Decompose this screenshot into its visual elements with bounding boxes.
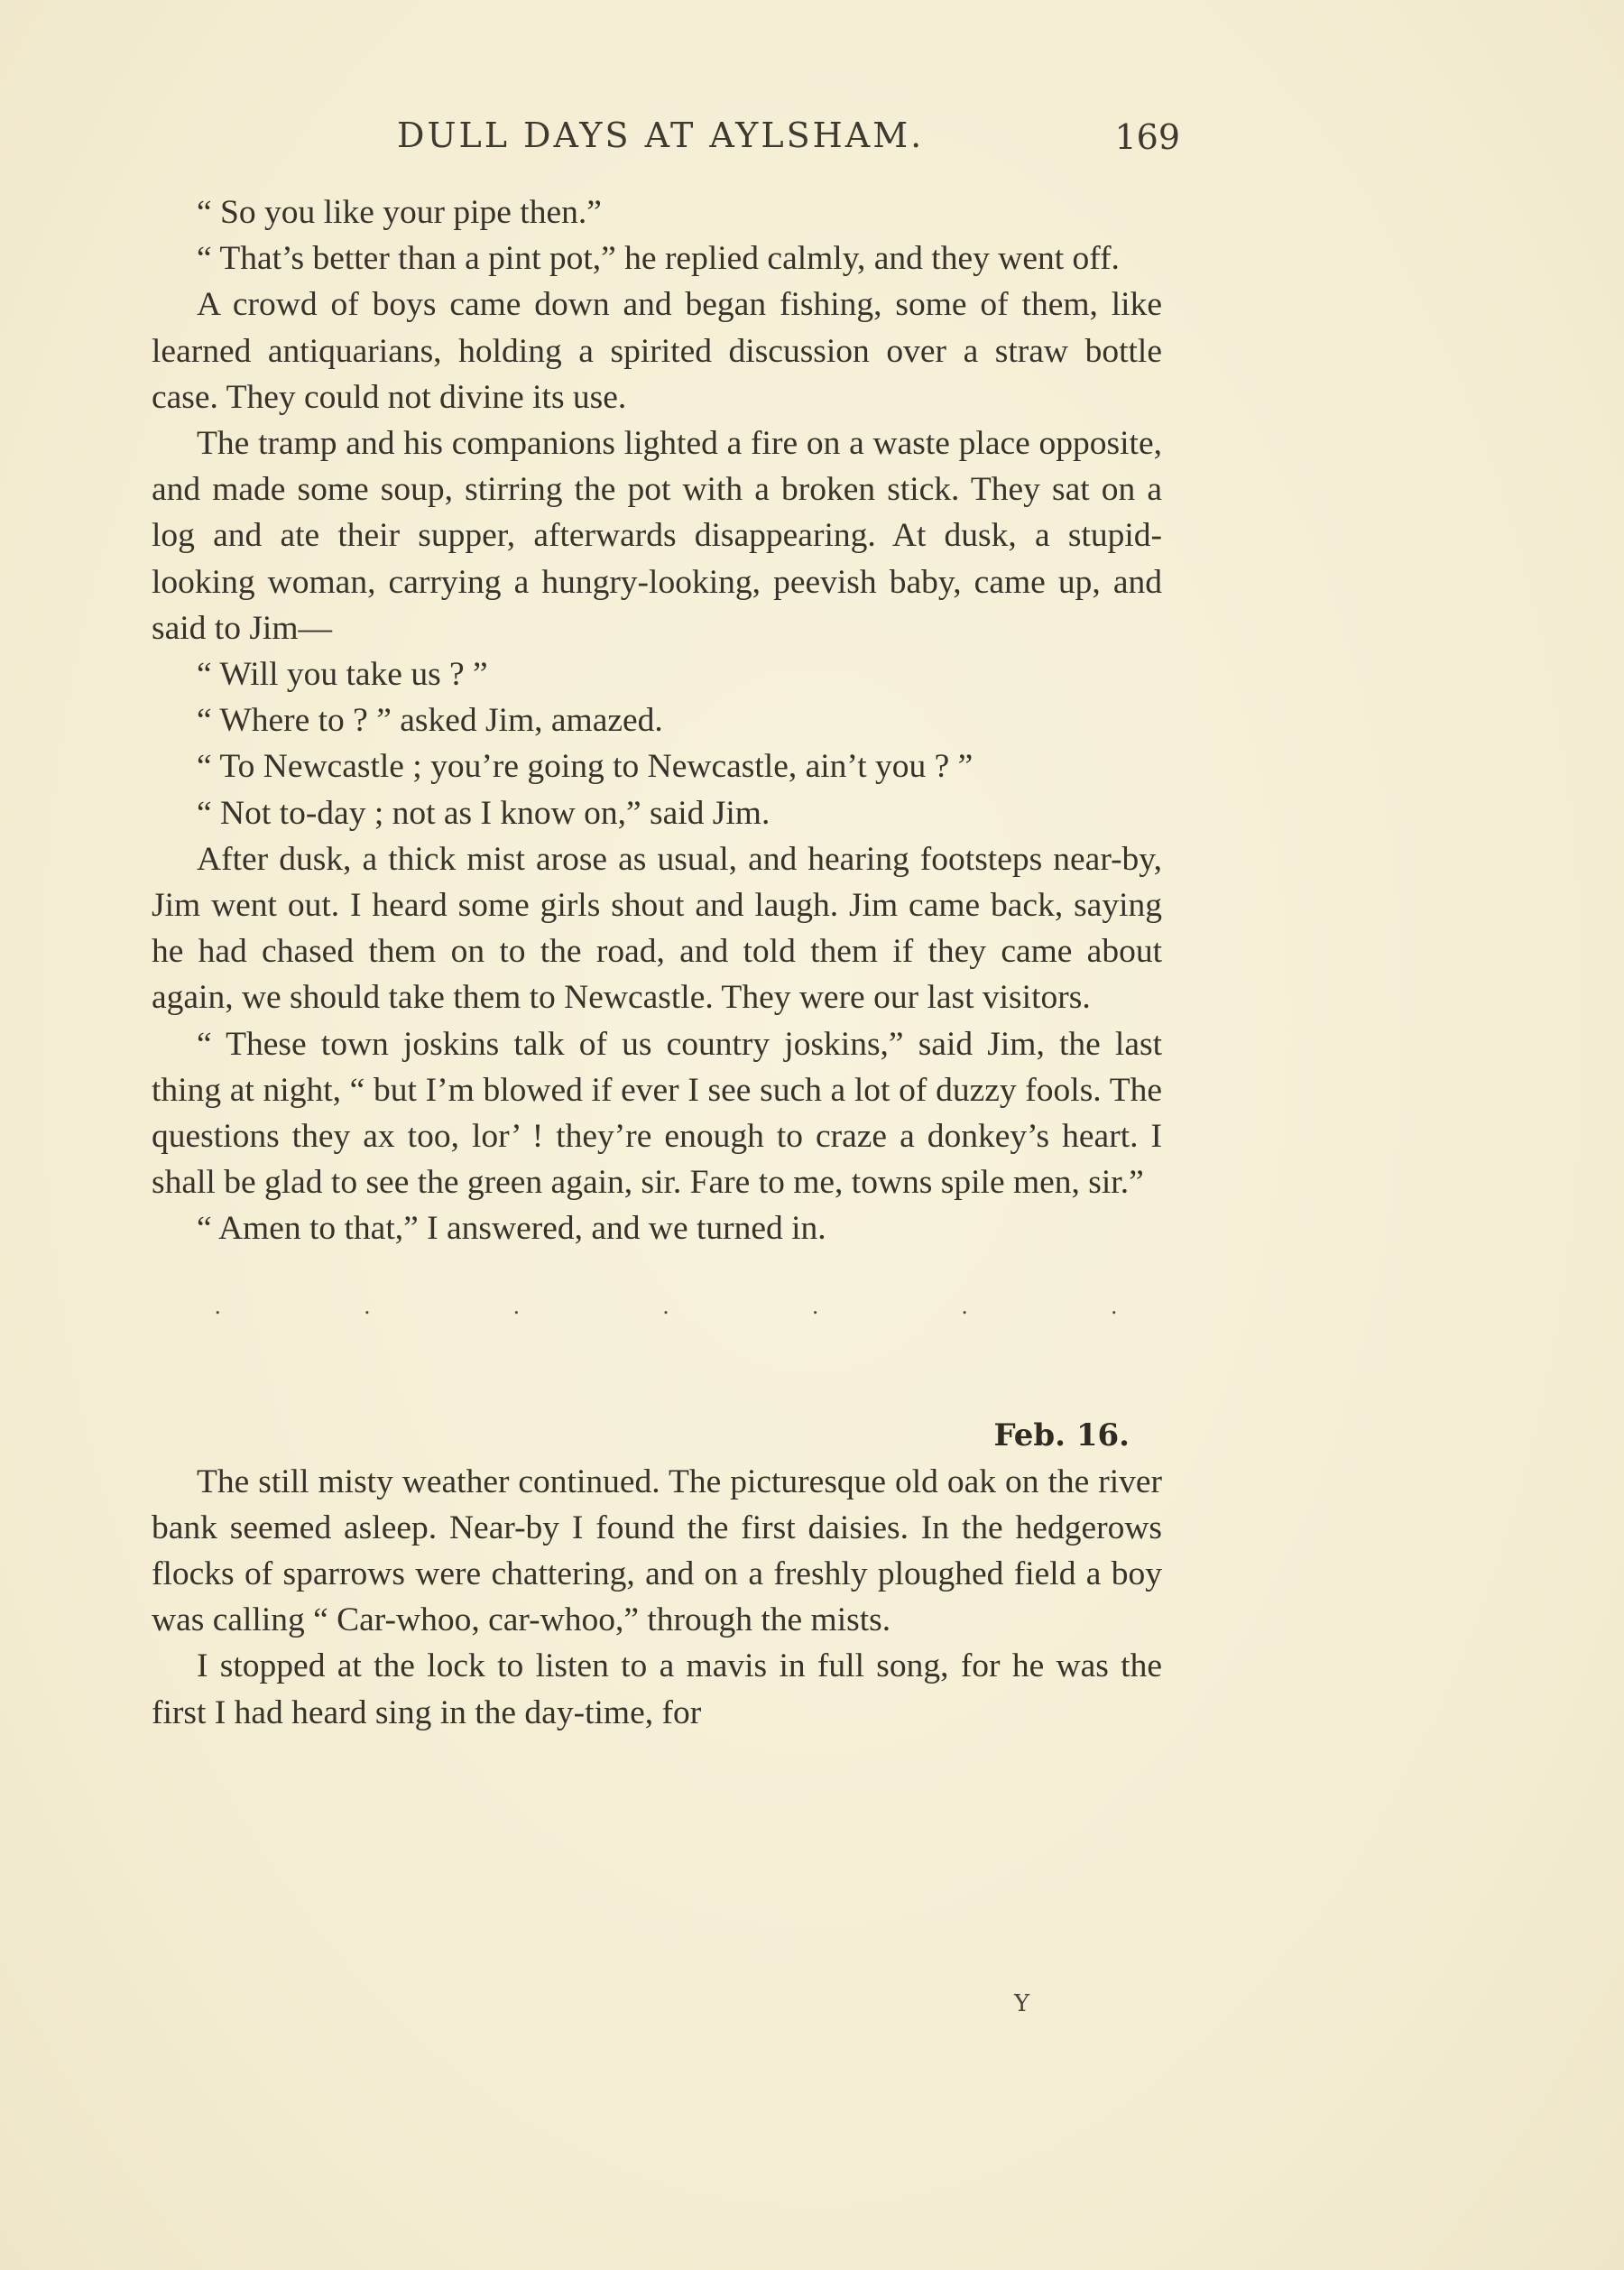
paragraph: A crowd of boys came down and began fishing, some of them, like learned antiquarians, holding a spirited discussion over a straw bottle case. They could not divine its use. (152, 286, 1162, 416)
asterism-dot: . (364, 1292, 371, 1319)
asterism (215, 1283, 1117, 1329)
section-break (152, 1252, 1162, 1339)
paragraph: “ Where to ? ” asked Jim, amazed. (197, 702, 663, 740)
asterism-dot: . (961, 1292, 968, 1319)
asterism-dot: . (1111, 1292, 1117, 1319)
asterism-dot: . (662, 1292, 669, 1319)
running-head (152, 115, 1180, 170)
paragraph: “ These town joskins talk of us country joskins,” said Jim, the last thing at night, “ but I’m blowed if ever I see such a lot of duzzy fools. The questions they ax too, lor’ ! they’re enough to craze a donkey’s heart. I shall be glad to see the green again, sir. Fare to me, towns spile men, sir.” (152, 1025, 1162, 1202)
page-number: 169 (1114, 117, 1180, 157)
paragraph: “ So you like your pipe then.” (197, 194, 602, 231)
asterism-dot: . (513, 1292, 520, 1319)
asterism-dot: . (215, 1292, 221, 1319)
signature-mark: Y (1014, 1990, 1030, 2017)
body-text (152, 189, 1162, 1736)
paragraph: “ Will you take us ? ” (197, 656, 488, 694)
paragraph: The tramp and his companions lighted a fire on a waste place opposite, and made some soup, stirring the pot with a broken stick. They sat on a log and ate their supper, afterwards disappearing. At dusk, a stupid-looking woman, carrying a hungry-looking, peevish baby, came up, and said to Jim— (152, 425, 1162, 647)
paragraph: The still misty weather continued. The picturesque old oak on the river bank seemed asleep. Near-by I found the first daisies. In the hedgerows flocks of sparrows were chattering, and on a freshly ploughed field a boy was calling “ Car-whoo, car-whoo,” through the mists. (152, 1463, 1162, 1639)
paragraph: “ Not to-day ; not as I know on,” said Jim. (197, 794, 770, 832)
running-title: DULL DAYS AT AYLSHAM. (397, 115, 925, 155)
asterism-dot: . (812, 1292, 818, 1319)
paragraph: “ To Newcastle ; you’re going to Newcastle, ain’t you ? ” (197, 748, 973, 786)
paragraph: I stopped at the lock to listen to a mavis in full song, for he was the first I had heard sing in the day-time, for (152, 1647, 1162, 1731)
paragraph: “ That’s better than a pint pot,” he replied calmly, and they went off. (197, 240, 1120, 278)
paragraph: After dusk, a thick mist arose as usual, and hearing footsteps near-by, Jim went out. I heard some girls shout and laugh. Jim came back, saying he had chased them on to the road, and told them if they came about again, we should take them to Newcastle. They were our last visitors. (152, 840, 1162, 1017)
date-heading: Feb. 16. (993, 1416, 1130, 1453)
paragraph: “ Amen to that,” I answered, and we turned in. (197, 1210, 826, 1248)
